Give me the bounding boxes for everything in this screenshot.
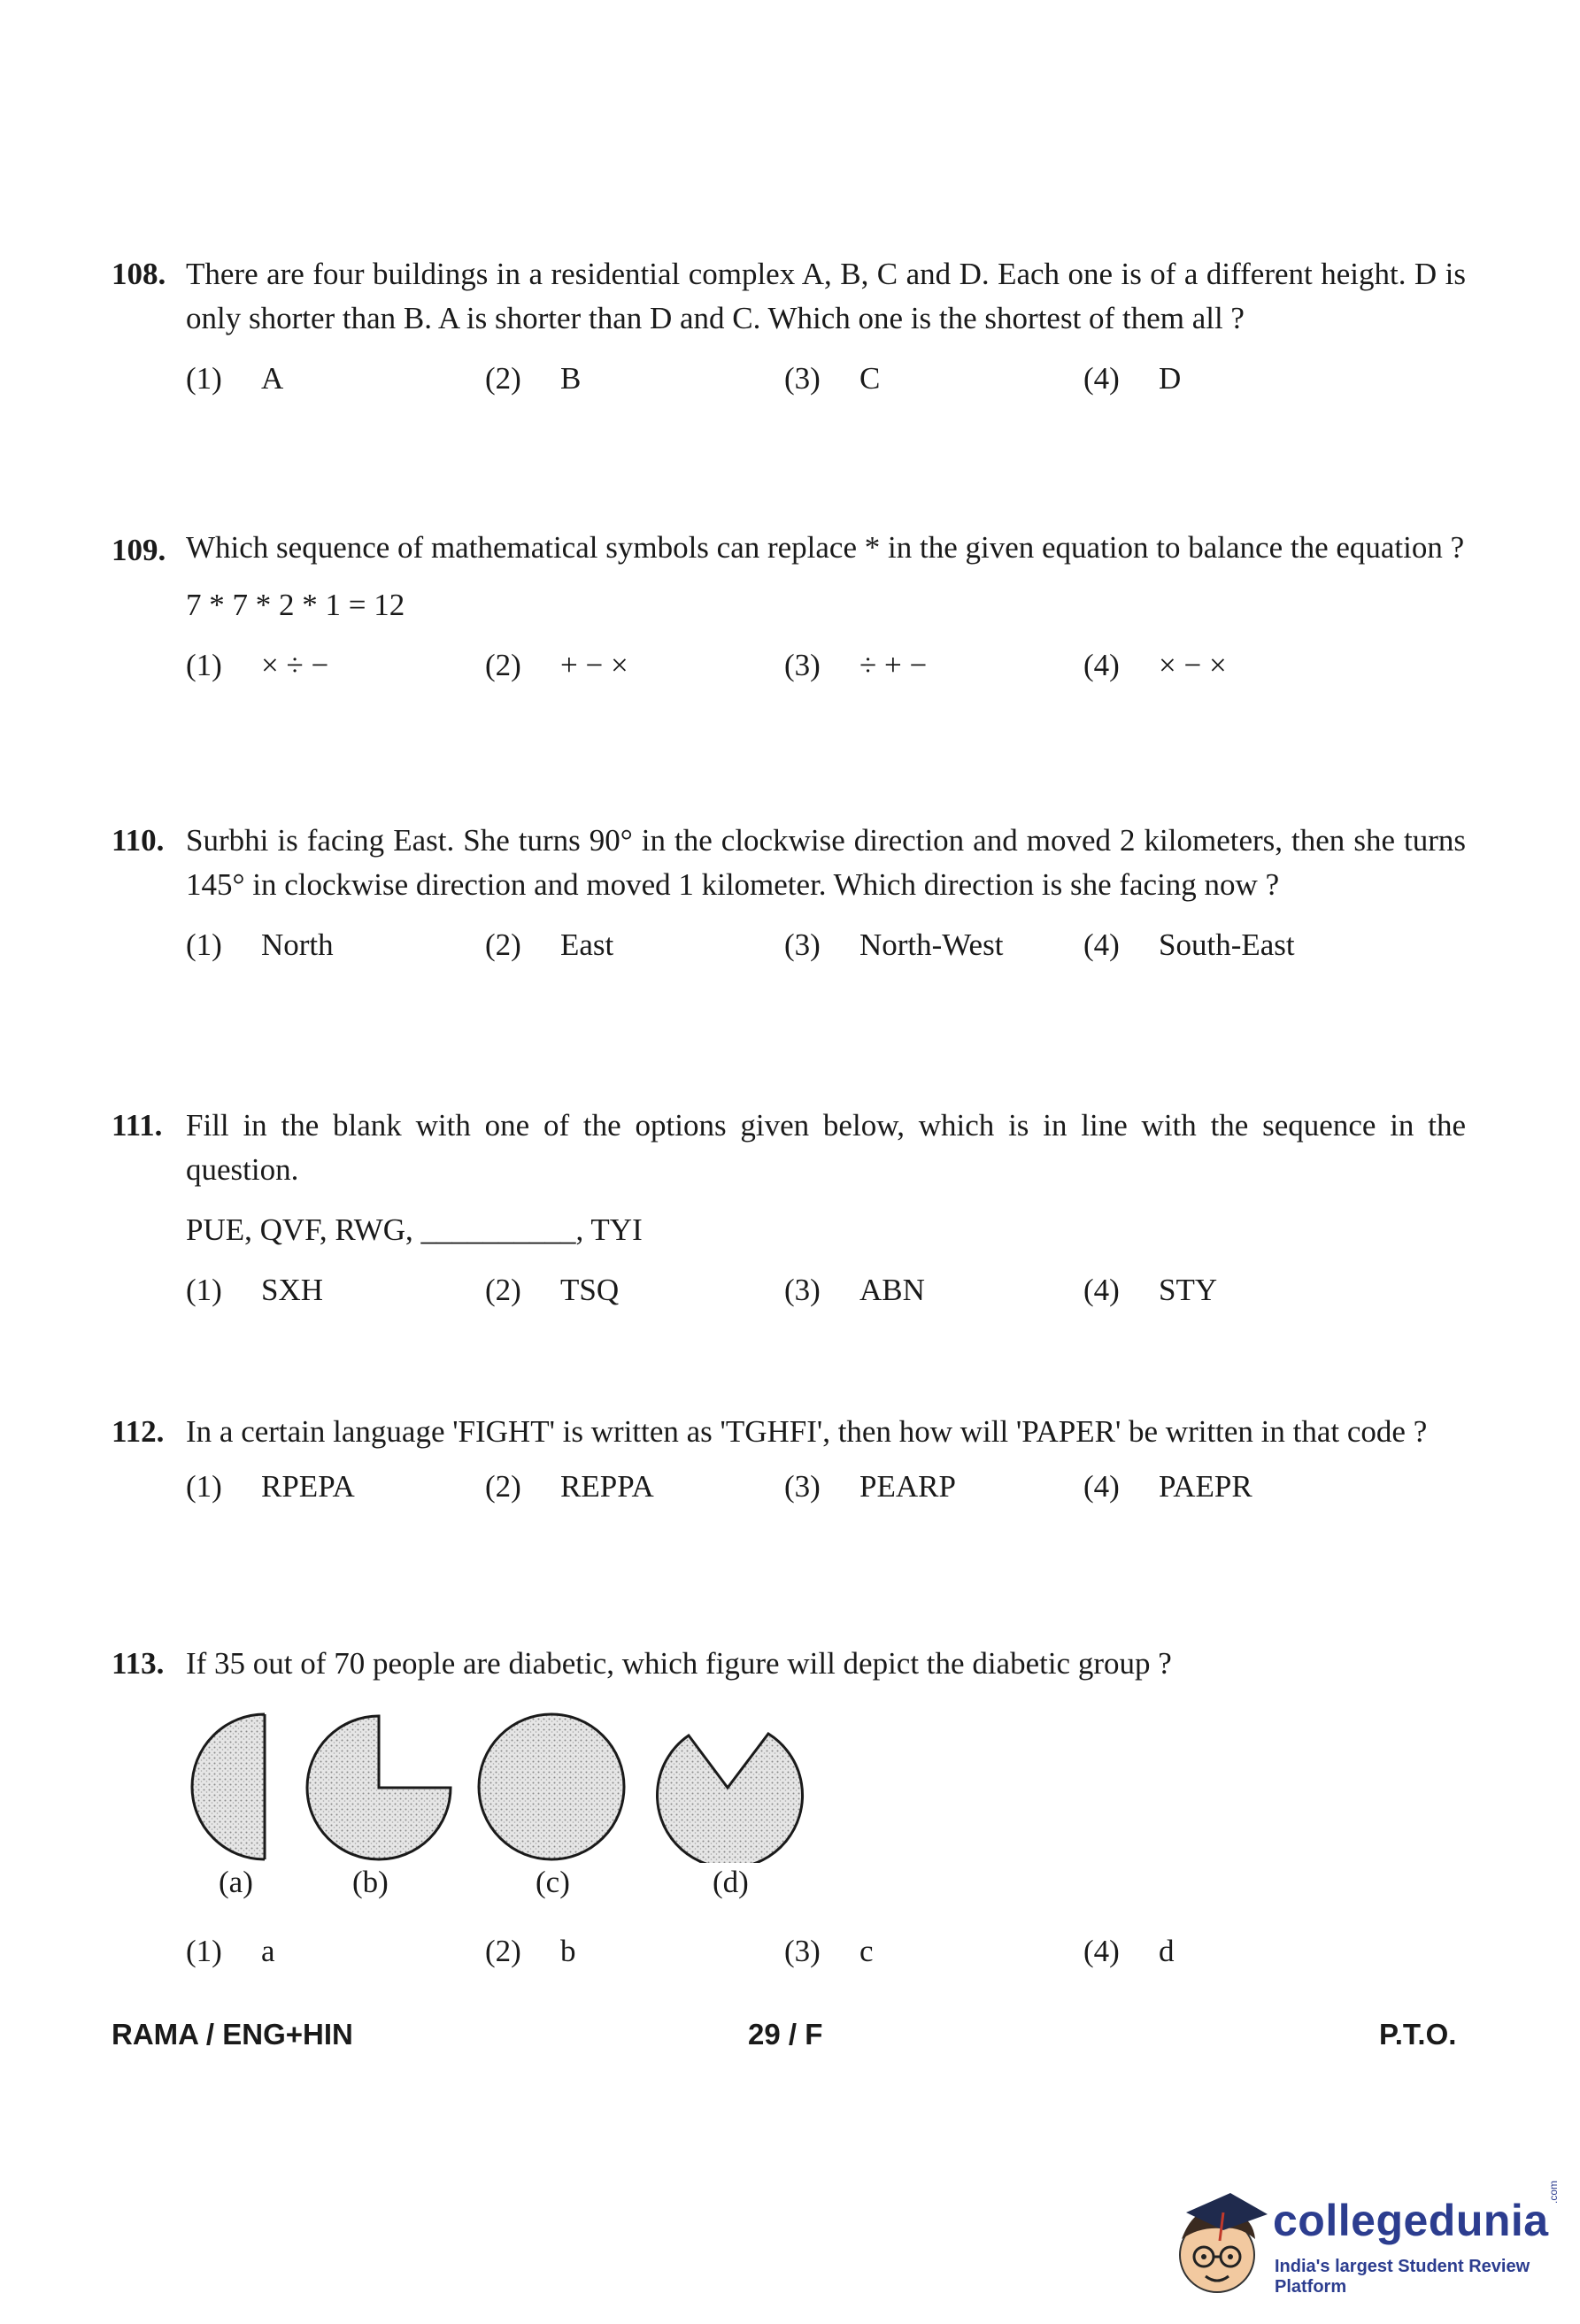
question-113 (112, 1642, 1466, 1686)
option-4[interactable]: (4) STY (1083, 1273, 1218, 1307)
sequence-line: PUE, QVF, RWG, __________, TYI (186, 1212, 643, 1247)
collegedunia-logo (1168, 2180, 1560, 2310)
option-2[interactable]: (2) East (485, 927, 614, 962)
option-4[interactable]: (4) South-East (1083, 927, 1295, 962)
option-1[interactable]: (1) RPEPA (186, 1469, 355, 1504)
logo-wordmark: collegedunia (1273, 2196, 1549, 2245)
option-1[interactable]: (1) a (186, 1934, 275, 1968)
figure-c-full-circle[interactable] (479, 1714, 624, 1859)
figure-label-d: (d) (713, 1865, 749, 1899)
option-1[interactable]: (1) North (186, 927, 334, 962)
footer-paper-code: RAMA / ENG+HIN (112, 2018, 353, 2051)
question-text: There are four buildings in a residential complex A, B, C and D. Each one is of a different height. D is only shorter than B. A is shorter than D and C. Which one is the shortest of them all ? (186, 257, 1466, 335)
question-number: 109. (112, 533, 166, 567)
option-4[interactable]: (4) × − × (1083, 648, 1227, 682)
equation: 7 * 7 * 2 * 1 = 12 (186, 588, 405, 622)
options-row (112, 1268, 1466, 1312)
question-number: 111. (112, 1108, 163, 1143)
question-number: 110. (112, 823, 165, 858)
options-row (112, 643, 1466, 688)
option-4[interactable]: (4) PAEPR (1083, 1469, 1252, 1504)
question-number: 108. (112, 257, 166, 291)
logo-tagline: India's largest Student Review Platform (1275, 2257, 1530, 2297)
question-113-options (112, 1929, 1466, 1974)
question-text: Surbhi is facing East. She turns 90° in the clockwise direction and moved 2 kilometers, then she turns 145° in clockwise direction and moved 1 kilometer. Which direction is she facing now ? (186, 823, 1466, 902)
figure-label-c: (c) (536, 1865, 570, 1899)
question-text: In a certain language 'FIGHT' is written as 'TGHFI', then how will 'PAPER' be written in that code ? (186, 1414, 1428, 1449)
option-1[interactable]: (1) A (186, 361, 284, 396)
footer-page-number: 29 / F (748, 2018, 823, 2051)
question-111 (112, 1104, 1466, 1312)
option-2[interactable]: (2) + − × (485, 648, 628, 682)
question-109 (112, 528, 1466, 688)
figure-label-a: (a) (219, 1865, 253, 1899)
option-4[interactable]: (4) D (1083, 361, 1182, 396)
question-number: 113. (112, 1646, 165, 1681)
figure-d-wedge-circle[interactable] (658, 1734, 803, 1863)
figure-a-half-circle[interactable] (192, 1714, 265, 1859)
options-row (112, 923, 1466, 967)
option-4[interactable]: (4) d (1083, 1934, 1175, 1968)
option-3[interactable]: (3) c (784, 1934, 874, 1968)
question-text: If 35 out of 70 people are diabetic, which figure will depict the diabetic group ? (186, 1646, 1172, 1681)
options-row (112, 357, 1466, 401)
option-1[interactable]: (1) × ÷ − (186, 648, 329, 682)
question-110 (112, 819, 1466, 967)
question-number: 112. (112, 1414, 165, 1449)
option-2[interactable]: (2) REPPA (485, 1469, 654, 1504)
option-2[interactable]: (2) b (485, 1934, 576, 1968)
option-1[interactable]: (1) SXH (186, 1273, 324, 1307)
footer-pto: P.T.O. (1379, 2018, 1457, 2051)
question-108 (112, 252, 1466, 401)
figure-label-b: (b) (352, 1865, 389, 1899)
options-row (112, 1465, 1466, 1509)
option-3[interactable]: (3) ABN (784, 1273, 925, 1307)
figure-b-three-quarter-circle[interactable] (307, 1716, 451, 1859)
logo-domain-suffix: .com (1547, 2180, 1560, 2204)
mascot-icon (1168, 2186, 1270, 2310)
option-3[interactable]: (3) PEARP (784, 1469, 956, 1504)
option-3[interactable]: (3) ÷ + − (784, 648, 928, 682)
option-3[interactable]: (3) North-West (784, 927, 1004, 962)
options-row (112, 1929, 1466, 1974)
question-text: Which sequence of mathematical symbols can replace * in the given equation to balance the equation ? (186, 530, 1465, 565)
option-2[interactable]: (2) TSQ (485, 1273, 620, 1307)
option-2[interactable]: (2) B (485, 361, 582, 396)
option-3[interactable]: (3) C (784, 361, 881, 396)
question-112 (112, 1410, 1466, 1509)
figure-options (181, 1712, 819, 1916)
pie-figures (181, 1712, 819, 1863)
question-text: Fill in the blank with one of the options given below, which is in line with the sequence in the question. (186, 1108, 1466, 1187)
